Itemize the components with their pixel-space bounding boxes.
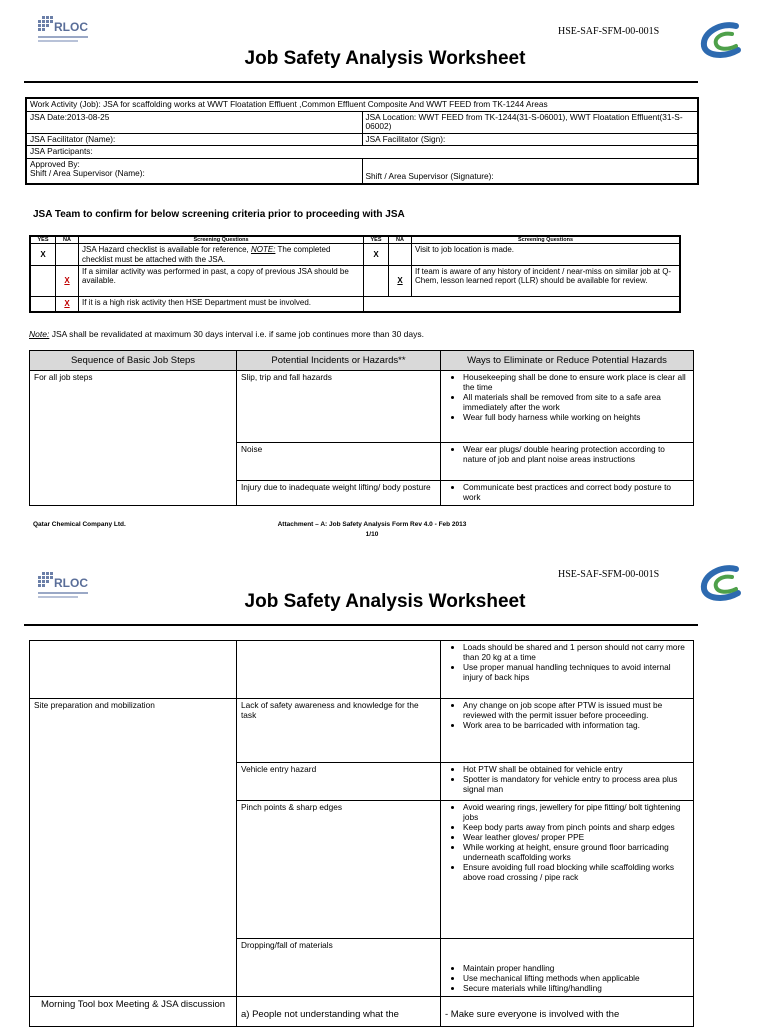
yes-header: YES — [30, 236, 56, 244]
hazard: Pinch points & sharp edges — [237, 801, 441, 939]
hazard: Vehicle entry hazard — [237, 763, 441, 801]
control-item: • Maintain proper handling — [463, 964, 689, 974]
qchem-logo — [696, 563, 750, 608]
question-incident-history: If team is aware of any history of incident / near-miss on similar job at Q-Chem, lesson learned report (LLR) should be available for review. — [412, 265, 681, 296]
checkbox-yes-site-visit[interactable]: X — [364, 244, 389, 265]
checkbox-na-incident-history[interactable]: X — [389, 265, 412, 296]
yes-header-right: YES — [364, 236, 389, 244]
control-item: • Wear ear plugs/ double hearing protection according to nature of job and plant noise areas instructions — [463, 445, 689, 465]
question-checklist: JSA Hazard checklist is available for reference, NOTE: The completed checklist must be attached with the JSA. — [79, 244, 364, 265]
qchem-logo — [696, 20, 750, 65]
job-step — [30, 641, 237, 699]
svg-text:RLOC: RLOC — [54, 576, 88, 590]
doc-code: HSE-SAF-SFM-00-001S — [558, 26, 660, 37]
participants: JSA Participants: — [26, 146, 698, 159]
control-item: • Hot PTW shall be obtained for vehicle entry — [463, 765, 689, 775]
control-item: • Avoid wearing rings, jewellery for pipe fitting/ bolt tightening jobs — [463, 803, 689, 823]
checkbox-yes-high-risk[interactable] — [30, 296, 56, 312]
checkbox-na-previous-jsa[interactable]: X — [56, 265, 79, 296]
header-steps: Sequence of Basic Job Steps — [30, 351, 237, 371]
control-item: • Use proper manual handling techniques to avoid internal injury of back hips — [463, 663, 689, 683]
hazard: Injury due to inadequate weight lifting/ body posture — [237, 481, 441, 506]
hazard-table-page2 — [29, 640, 694, 1027]
footer-attachment: Attachment – A: Job Safety Analysis Form Rev 4.0 - Feb 2013 — [277, 521, 467, 528]
checkbox-na-high-risk[interactable]: X — [56, 296, 79, 312]
supervisor-name: Shift / Area Supervisor (Name): — [30, 168, 145, 179]
job-step: Site preparation and mobilization — [30, 699, 237, 997]
hazard: Noise — [237, 443, 441, 481]
approved-by: Approved By: — [30, 158, 80, 169]
controls — [441, 699, 694, 763]
controls — [441, 371, 694, 443]
controls — [441, 763, 694, 801]
page-title: Job Safety Analysis Worksheet — [244, 591, 526, 612]
job-step: For all job steps — [30, 371, 237, 506]
controls — [441, 641, 694, 699]
checkbox-yes-checklist[interactable]: X — [30, 244, 56, 265]
control-item: • All materials shall be removed from site to a safe area immediately after the work — [463, 393, 689, 413]
hazard: Slip, trip and fall hazards — [237, 371, 441, 443]
questions-header-right: Screening Questions — [412, 236, 681, 244]
control-item: • Communicate best practices and correct body posture to work — [463, 483, 689, 503]
jsa-info-table — [25, 97, 699, 185]
na-header: NA — [56, 236, 79, 244]
checkbox-yes-incident-history[interactable] — [364, 265, 389, 296]
facilitator-name: JSA Facilitator (Name): — [26, 133, 362, 146]
controls — [441, 443, 694, 481]
hazard: Lack of safety awareness and knowledge for the task — [237, 699, 441, 763]
footer-company: Qatar Chemical Company Ltd. — [33, 521, 126, 528]
controls — [441, 801, 694, 939]
hazard-table-page1 — [29, 350, 694, 506]
na-header-right: NA — [389, 236, 412, 244]
question-site-visit: Visit to job location is made. — [412, 244, 681, 265]
control-item: • Work area to be barricaded with information tag. — [463, 721, 689, 731]
controls: - Make sure everyone is involved with the — [441, 997, 694, 1027]
screening-table — [29, 235, 681, 313]
checkbox-na-site-visit[interactable] — [389, 244, 412, 265]
control-item: • Wear leather gloves/ proper PPE — [463, 833, 689, 843]
facilitator-sign: JSA Facilitator (Sign): — [362, 133, 698, 146]
svg-text:RLOC: RLOC — [54, 20, 88, 34]
header-controls: Ways to Eliminate or Reduce Potential Hazards — [441, 351, 694, 371]
controls — [441, 939, 694, 997]
doc-code: HSE-SAF-SFM-00-001S — [558, 569, 660, 580]
hazard: a) People not understanding what the — [237, 997, 441, 1027]
page-title: Job Safety Analysis Worksheet — [244, 48, 526, 69]
control-item: • Housekeeping shall be done to ensure work place is clear all the time — [463, 373, 689, 393]
question-high-risk: If it is a high risk activity then HSE Department must be involved. — [79, 296, 364, 312]
control-item: • Ensure avoiding full road blocking while scaffolding works above road crossing / pipe rack — [463, 863, 689, 883]
header-rule — [24, 81, 698, 83]
control-item: • Wear full body harness while working on heights — [463, 413, 689, 423]
job-step: Morning Tool box Meeting & JSA discussion — [30, 997, 237, 1027]
control-item: • Any change on job scope after PTW is issued must be reviewed with the permit issuer before proceeding. — [463, 701, 689, 721]
control-item: • Secure materials while lifting/handling — [463, 984, 689, 994]
screening-title: JSA Team to confirm for below screening criteria prior to proceeding with JSA — [33, 209, 405, 220]
footer-page-number: 1/10 — [365, 531, 379, 538]
supervisor-sign: Shift / Area Supervisor (Signature): — [362, 158, 698, 184]
control-item: • Loads should be shared and 1 person should not carry more than 20 kg at a time — [463, 643, 689, 663]
questions-header: Screening Questions — [79, 236, 364, 244]
header-hazards: Potential Incidents or Hazards** — [237, 351, 441, 371]
rloc-logo — [36, 568, 96, 613]
empty-cell — [364, 296, 681, 312]
header-rule — [24, 624, 698, 626]
hazard — [237, 641, 441, 699]
question-previous-jsa: If a similar activity was performed in past, a copy of previous JSA should be available. — [79, 265, 364, 296]
controls — [441, 481, 694, 506]
rloc-logo — [36, 12, 96, 57]
revalidation-note: Note: JSA shall be revalidated at maximum 30 days interval i.e. if same job continues more than 30 days. — [29, 329, 424, 339]
control-item: • Spotter is mandatory for vehicle entry to process area plus signal man — [463, 775, 689, 795]
control-item: • Use mechanical lifting methods when applicable — [463, 974, 689, 984]
control-item: • While working at height, ensure ground floor barricading underneath scaffolding works — [463, 843, 689, 863]
control-item: • Keep body parts away from pinch points and sharp edges — [463, 823, 689, 833]
checkbox-yes-previous-jsa[interactable] — [30, 265, 56, 296]
jsa-date: JSA Date:2013-08-25 — [26, 111, 362, 133]
jsa-location: JSA Location: WWT FEED from TK-1244(31-S-06001), WWT Floatation Effluent(31-S-06002) — [362, 111, 698, 133]
work-activity: Work Activity (Job): JSA for scaffolding works at WWT Floatation Effluent ,Common Effluent Composite And WWT FEED from TK-1244 Areas — [26, 98, 698, 111]
hazard: Dropping/fall of materials — [237, 939, 441, 997]
checkbox-na-checklist[interactable] — [56, 244, 79, 265]
